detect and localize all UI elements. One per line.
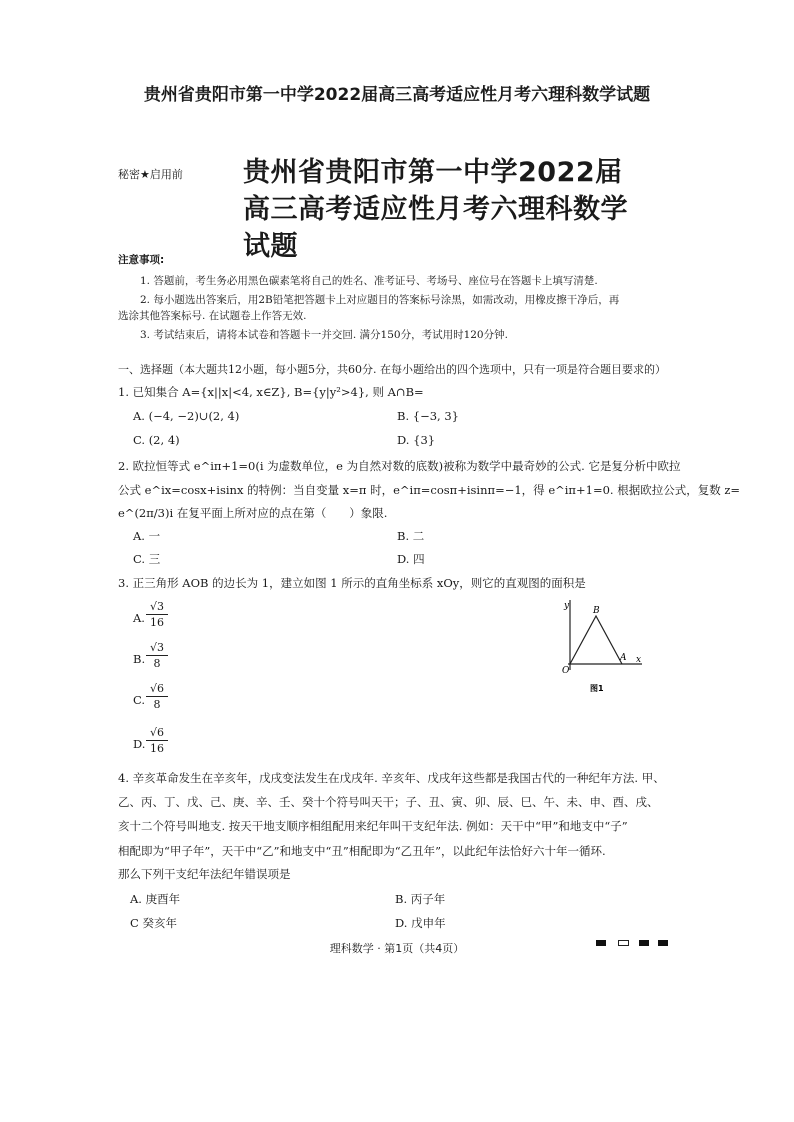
document-top-title: 贵州省贵阳市第一中学2022届高三高考适应性月考六理科数学试题 — [143, 85, 651, 105]
q1-option-a: A. (−4, −2)∪(2, 4) — [133, 409, 240, 423]
note-item-2: 2. 每小题选出答案后，用2B铅笔把答题卡上对应题目的答案标号涂黑，如需改动，用橡皮擦干净后，再 — [140, 294, 620, 306]
q2-line-3: e^(2π/3)i 在复平面上所对应的点在第（ ）象限. — [118, 506, 388, 520]
origin-label: O — [562, 666, 570, 676]
page-mark-3 — [639, 940, 649, 946]
q3-option-d-numerator: √6 — [146, 726, 168, 741]
q1-option-b: B. {−3, 3} — [397, 409, 459, 423]
figure-caption: 图1 — [590, 684, 604, 693]
q3-option-b-label: B. — [133, 652, 146, 666]
secret-label: 秘密★启用前 — [118, 168, 183, 181]
q1-option-d: D. {3} — [397, 433, 436, 447]
q3-option-c-label: C. — [133, 693, 146, 707]
q2-option-a: A. 一 — [133, 529, 161, 543]
page-mark-4 — [658, 940, 668, 946]
note-item-3: 3. 考试结束后，请将本试卷和答题卡一并交回. 满分150分，考试用时120分钟. — [140, 329, 508, 341]
exam-title-line-3: 试题 — [243, 231, 298, 262]
note-item-1: 1. 答题前，考生务必用黑色碳素笔将自己的姓名、准考证号、考场号、座位号在答题卡上填写清楚. — [140, 275, 598, 287]
q4-option-b: B. 丙子年 — [395, 892, 446, 906]
page-mark-1 — [596, 940, 606, 946]
y-axis-label: y — [564, 601, 570, 611]
q3-option-d-label: D. — [133, 737, 146, 751]
q4-line-3: 亥十二个符号叫地支. 按天干地支顺序相组配用来纪年叫干支纪年法. 例如：天干中“甲”和地支中“子” — [118, 819, 628, 833]
q4-line-4: 相配即为“甲子年”，天干中“乙”和地支中“丑”相配即为“乙丑年”，以此纪年法恰好六十年一循环. — [118, 844, 606, 858]
q3-option-a-label: A. — [133, 611, 145, 625]
q3-option-b-fraction — [146, 641, 168, 670]
page-footer: 理科数学 · 第1页（共4页） — [329, 942, 465, 955]
q4-line-5: 那么下列干支纪年法纪年错误项是 — [118, 867, 291, 881]
q3-stem: 3. 正三角形 AOB 的边长为 1，建立如图 1 所示的直角坐标系 xOy，则它的直观图的面积是 — [118, 576, 586, 590]
q2-option-c: C. 三 — [133, 552, 161, 566]
q3-option-b-numerator: √3 — [146, 641, 168, 656]
q4-line-1: 4. 辛亥革命发生在辛亥年，戊戌变法发生在戊戌年. 辛亥年、戊戌年这些都是我国古代的一种纪年方法. 甲、 — [118, 771, 665, 785]
q4-option-d: D. 戊申年 — [395, 916, 446, 930]
q4-line-2: 乙、丙、丁、戊、己、庚、辛、壬、癸十个符号叫天干；子、丑、寅、卯、辰、巳、午、未、申、酉、戌、 — [118, 795, 659, 809]
page-mark-2 — [618, 940, 629, 946]
q4-option-a: A. 庚酉年 — [130, 892, 181, 906]
q3-option-c-denominator: 8 — [153, 698, 161, 711]
q2-line-2: 公式 e^ix=cosx+isinx 的特例：当自变量 x=π 时，e^iπ=cosπ+isinπ=−1，得 e^iπ+1=0. 根据欧拉公式，复数 z= — [118, 483, 741, 497]
exam-title-line-1: 贵州省贵阳市第一中学2022届 — [243, 157, 623, 188]
point-b-label: B — [593, 606, 600, 616]
q3-option-d-denominator: 16 — [150, 742, 164, 755]
q2-line-1: 2. 欧拉恒等式 e^iπ+1=0(i 为虚数单位，e 为自然对数的底数)被称为数学中最奇妙的公式. 它是复分析中欧拉 — [118, 459, 681, 473]
q3-option-c-numerator: √6 — [146, 682, 168, 697]
q2-option-d: D. 四 — [397, 552, 425, 566]
x-axis-label: x — [636, 655, 642, 665]
q3-option-a-denominator: 16 — [150, 616, 164, 629]
q3-option-c-fraction — [146, 682, 168, 711]
q3-option-b-denominator: 8 — [153, 657, 161, 670]
notes-heading: 注意事项: — [118, 254, 165, 266]
q1-stem: 1. 已知集合 A={x||x|<4, x∈Z}, B={y|y²>4}, 则 A∩B= — [118, 385, 424, 399]
triangle-aob — [570, 616, 622, 664]
q1-option-c: C. (2, 4) — [133, 433, 180, 447]
q3-option-a-fraction — [146, 600, 168, 629]
q4-option-c: C 癸亥年 — [130, 916, 177, 930]
q2-option-b: B. 二 — [397, 529, 425, 543]
point-a-label: A — [620, 653, 627, 663]
page-marks — [596, 940, 676, 950]
q3-option-a-numerator: √3 — [146, 600, 168, 615]
section-choice-heading: 一、选择题（本大题共12小题，每小题5分，共60分. 在每小题给出的四个选项中，只有一项是符合题目要求的） — [118, 363, 666, 376]
q3-option-d-fraction — [146, 726, 168, 755]
exam-title-line-2: 高三高考适应性月考六理科数学 — [243, 194, 628, 225]
note-item-2-cont: 选涂其他答案标号. 在试题卷上作答无效. — [118, 310, 307, 322]
q3-figure — [556, 596, 646, 696]
